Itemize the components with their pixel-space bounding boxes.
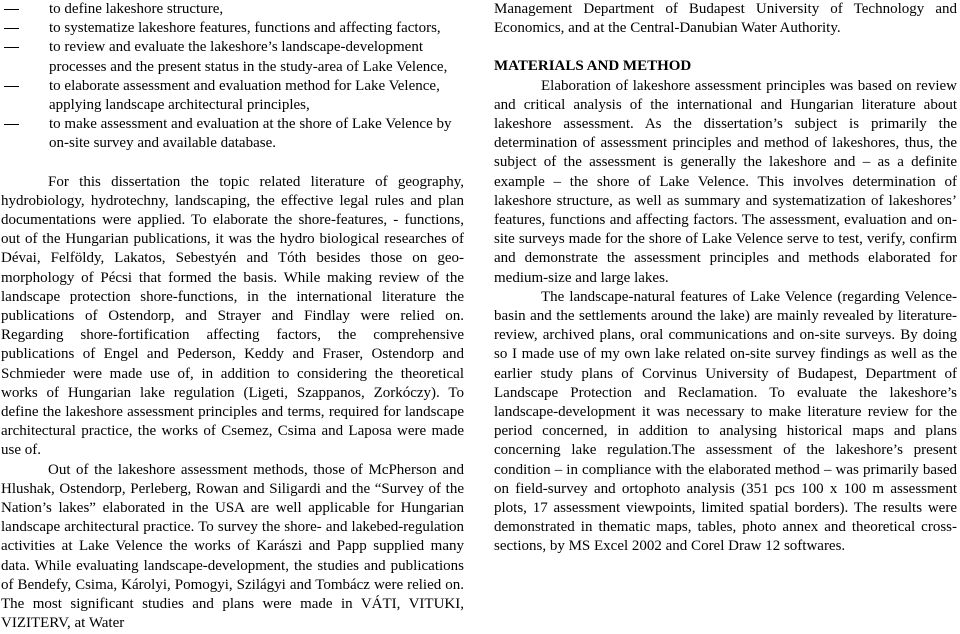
left-column: [1, 0, 464, 634]
list-item: to make assessment and evaluation at the shore of Lake Velence by on-site survey and available database.: [1, 115, 464, 153]
spacer: [1, 154, 464, 173]
objectives-list: [1, 0, 464, 154]
list-item: to review and evaluate the lakeshore’s landscape-development processes and the present status in the study-area of Lake Velence,: [1, 38, 464, 76]
methods-literature-paragraph: Out of the lakeshore assessment methods, those of McPherson and Hlushak, Ostendorp, Perleberg, Rowan and Siligardi and the “Survey of the Nation’s lakes” elaborated in the USA are well applicable for Hungarian landscape architectural practice. To survey the shore- and lakebed-regulation activities at Lake Velence the works of Karászi and Papp supplied many data. While evaluating landscape-development, the studies and publications of Bendefy, Csima, Károlyi, Pomogyi, Szilágyi and Tombácz were relied on. The most significant studies and plans were made in VÁTI, VITUKI, VIZITERV, at Water: [1, 461, 464, 632]
section-heading: MATERIALS AND METHOD: [494, 58, 692, 75]
literature-paragraph: For this dissertation the topic related literature of geography, hydrobiology, hydrotechny, landscaping, the effective legal rules and plan documentations were applied. To elaborate the shore-features, - functions, out of the Hungarian publications, it was the hydro biological researches of Dévai, Felföldy, Lakatos, Sebestyén and Tóth besides those on geo-morphology of Pécsi that formed the basis. While making review of the landscape protection shore-functions, in the international literature the publications of Ostendorp, and Strayer and Findlay were relied on. Regarding shore-fortification affecting factors, the comprehensive publications of Engel and Pederson, Keddy and Fraser, Ostendorp and Schmieder were made use of, in addition to considering the theoretical works of Hungarian lake regulation (Ligeti, Szappanos, Zorkóczy). To define the lakeshore assessment principles and terms, required for landscape architectural practice, the works of Csemez, Csima and Laposa were made use of.: [1, 173, 464, 459]
spacer: [494, 38, 957, 57]
list-item: to define lakeshore structure,: [1, 0, 464, 19]
right-column: [494, 0, 957, 557]
list-item: to systematize lakeshore features, functions and affecting factors,: [1, 19, 464, 38]
method-paragraph: Elaboration of lakeshore assessment principles was based on review and critical analysis of the international and Hungarian literature about lakeshore assessment. As the dissertation’s subject is primarily the determination of assessment principles and method of lakeshores, thus, the subject of the assessment is generally the lakeshore and – as a definite example – the shore of Lake Velence. This involves determination of lakeshore structure, as well as summary and systematization of lakeshores’ features, functions and affecting factors. The assessment, evaluation and on-site surveys made for the shore of Lake Velence serve to test, verify, confirm and demonstrate the assessment principles and methods elaborated for medium-size and large lakes.: [494, 77, 957, 286]
list-item: to elaborate assessment and evaluation method for Lake Velence, applying landscape architectural principles,: [1, 77, 464, 115]
continuation-paragraph: Management Department of Budapest University of Technology and Economics, and at the Central-Danubian Water Authority.: [494, 1, 957, 37]
survey-paragraph: The landscape-natural features of Lake Velence (regarding Velence-basin and the settlements around the lake) are mainly revealed by literature-review, archived plans, oral communications and on-site surveys. By doing so I made use of my own lake related on-site survey findings as well as the earlier study plans of Corvinus University of Budapest, Department of Landscape Protection and Reclamation. To evaluate the lakeshore’s landscape-development it was necessary to make literature review for the period concerned, in addition to analysing historical maps and plans concerning lake regulation.The assessment of the lakeshore’s present condition – in compliance with the elaborated method – was primarily based on field-survey and ortophoto analysis (351 pcs 100 x 100 m assessment plots, 17 assessment viewpoints, limited spatial borders). The results were demonstrated in thematic maps, tables, photo annex and theoretical cross-sections, by MS Excel 2002 and Corel Draw 12 softwares.: [494, 288, 957, 555]
